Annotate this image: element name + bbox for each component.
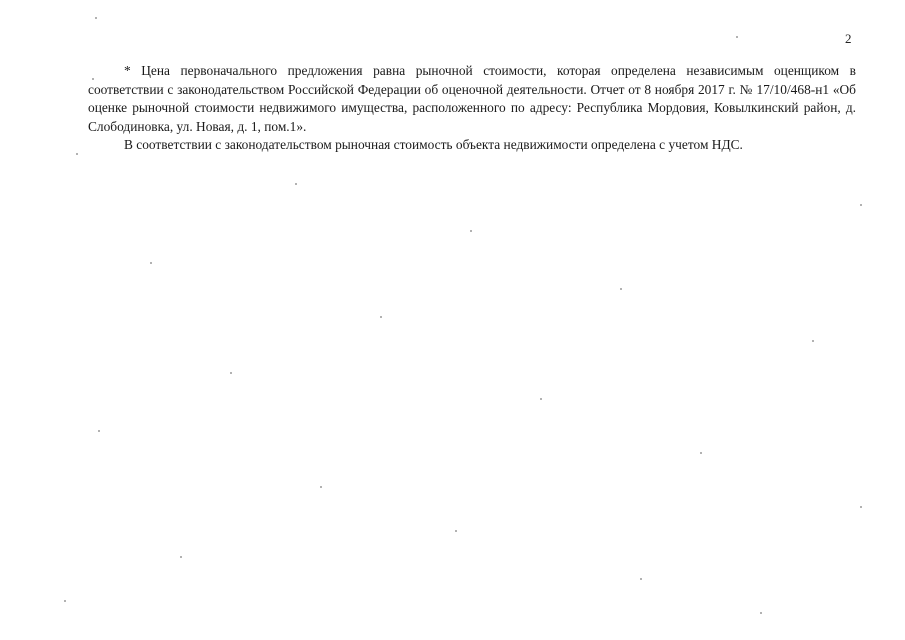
vat-paragraph: В соответствии с законодательством рыночная стоимость объекта недвижимости определена с учетом НДС.: [124, 137, 743, 153]
footnote-paragraph: * Цена первоначального предложения равна рыночной стоимости, которая определена независимым оценщиком в соответствии с законодательством Российской Федерации об оценочной деятельности. Отчет от 8 ноября 2017 г. № 17/10/468-н1 «Об оценке рыночной стоимости недвижимого имущества, расположенного по адресу: Республика Мордовия, Ковылкинский район, д. Слободиновка, ул. Новая, д. 1, пом.1».: [88, 63, 856, 134]
document-body: [88, 62, 856, 155]
page-number: 2: [845, 31, 852, 46]
